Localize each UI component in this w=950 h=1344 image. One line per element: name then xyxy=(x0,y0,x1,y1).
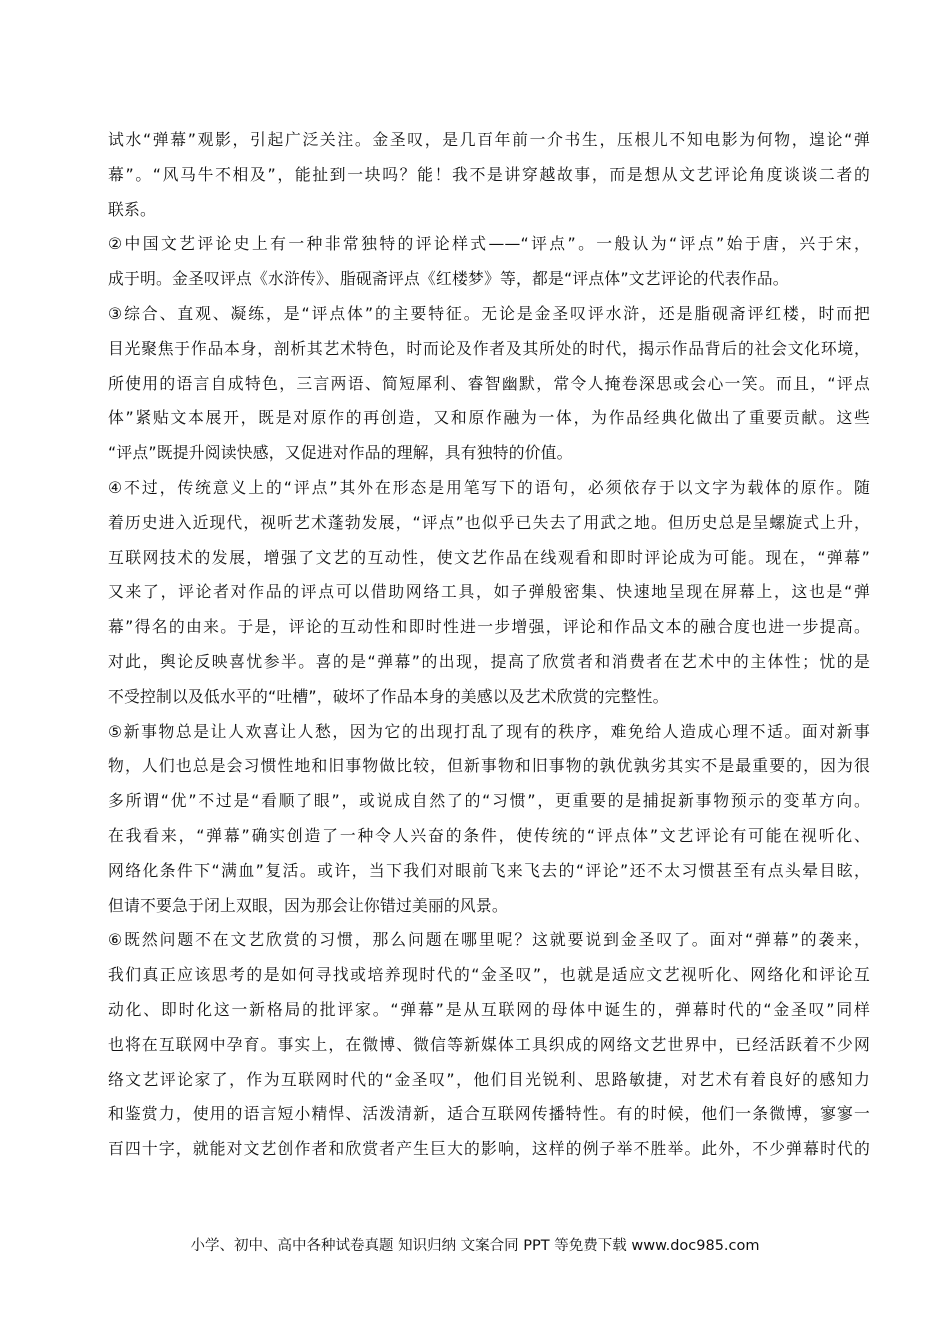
text-line: 网络化条件下“满血”复活。或许，当下我们对眼前飞来飞去的“评论”还不太习惯甚至有点头晕目眩， xyxy=(108,860,870,880)
text-line: 幕”得名的由来。于是，评论的互动性和即时性进一步增强，评论和作品文本的融合度也进一步提高。 xyxy=(108,617,870,637)
text-line: 幕”。“风马牛不相及”，能扯到一块吗？能！我不是讲穿越故事，而是想从文艺评论角度谈谈二者的 xyxy=(108,164,870,184)
text-line: 络文艺评论家了，作为互联网时代的“金圣叹”，他们目光锐利、思路敏捷，对艺术有着良好的感知力 xyxy=(108,1069,870,1089)
text-line: 我们真正应该思考的是如何寻找或培养现时代的“金圣叹”，也就是适应文艺视听化、网络化和评论互 xyxy=(108,965,870,985)
text-line: 试水“弹幕”观影，引起广泛关注。金圣叹，是几百年前一介书生，压根儿不知电影为何物，遑论“弹 xyxy=(108,130,870,149)
text-line: 目光聚焦于作品本身，剖析其艺术特色，时而论及作者及其所处的时代，揭示作品背后的社会文化环境， xyxy=(108,338,870,358)
text-line: 多所谓“优”不过是“看顺了眼”，或说成自然了的“习惯”，更重要的是捕捉新事物预示的变革方向。 xyxy=(108,791,870,811)
paragraph-6-line: ⑥既然问题不在文艺欣赏的习惯，那么问题在哪里呢？这就要说到金圣叹了。面对“弹幕”的袭来， xyxy=(108,930,870,950)
article-body xyxy=(108,123,870,1167)
text-line: 联系。 xyxy=(108,199,156,219)
text-line: 对此，舆论反映喜忧参半。喜的是“弹幕”的出现，提高了欣赏者和消费者在艺术中的主体性；忧的是 xyxy=(108,651,870,671)
text-line: “评点”既提升阅读快感，又促进对作品的理解，具有独特的价值。 xyxy=(108,443,573,463)
text-line: 又来了，评论者对作品的评点可以借助网络工具，如子弹般密集、快速地呈现在屏幕上，这也是“弹 xyxy=(108,582,870,602)
text-line: 但请不要急于闭上双眼，因为那会让你错过美丽的风景。 xyxy=(108,895,508,915)
text-line: 物，人们也总是会习惯性地和旧事物做比较，但新事物和旧事物的孰优孰劣其实不是最重要的，因为很 xyxy=(108,756,870,776)
paragraph-4-line: ④不过，传统意义上的“评点”其外在形态是用笔写下的语句，必须依存于以文字为载体的原作。随 xyxy=(108,477,870,497)
text-line: 百四十字，就能对文艺创作者和欣赏者产生巨大的影响，这样的例子举不胜举。此外，不少弹幕时代的 xyxy=(108,1139,870,1159)
text-line: 互联网技术的发展，增强了文艺的互动性，使文艺作品在线观看和即时评论成为可能。现在，“弹幕” xyxy=(108,547,870,567)
text-line: 着历史进入近现代，视听艺术蓬勃发展，“评点”也似乎已失去了用武之地。但历史总是呈螺旋式上升， xyxy=(108,512,870,532)
text-line: 和鉴赏力，使用的语言短小精悍、活泼清新，适合互联网传播特性。有的时候，他们一条微博，寥寥一 xyxy=(108,1104,870,1124)
paragraph-3-line: ③综合、直观、凝练，是“评点体”的主要特征。无论是金圣叹评水浒，还是脂砚斋评红楼，时而把 xyxy=(108,303,870,323)
text-line: 动化、即时化这一新格局的批评家。“弹幕”是从互联网的母体中诞生的，弹幕时代的“金圣叹”同样 xyxy=(108,999,870,1019)
text-line: 成于明。金圣叹评点《水浒传》、脂砚斋评点《红楼梦》等，都是“评点体”文艺评论的代表作品。 xyxy=(108,269,789,289)
text-line: 在我看来，“弹幕”确实创造了一种令人兴奋的条件，使传统的“评点体”文艺评论有可能在视听化、 xyxy=(108,825,870,845)
text-line: 也将在互联网中孕育。事实上，在微博、微信等新媒体工具织成的网络文艺世界中，已经活跃着不少网 xyxy=(108,1034,870,1054)
text-line: 所使用的语言自成特色，三言两语、简短犀利、睿智幽默，常令人掩卷深思或会心一笑。而且，“评点 xyxy=(108,373,870,393)
page-footer: 小学、初中、高中各种试卷真题 知识归纳 文案合同 PPT 等免费下载 www.doc985.com xyxy=(190,1238,760,1254)
text-line: 体”紧贴文本展开，既是对原作的再创造，又和原作融为一体，为作品经典化做出了重要贡献。这些 xyxy=(108,408,870,428)
text-line: 不受控制以及低水平的“吐槽”，破坏了作品本身的美感以及艺术欣赏的完整性。 xyxy=(108,686,669,706)
paragraph-2-line: ②中国文艺评论史上有一种非常独特的评论样式——“评点”。一般认为“评点”始于唐，兴于宋， xyxy=(108,234,870,254)
paragraph-5-line: ⑤新事物总是让人欢喜让人愁，因为它的出现打乱了现有的秩序，难免给人造成心理不适。面对新事 xyxy=(108,721,870,741)
